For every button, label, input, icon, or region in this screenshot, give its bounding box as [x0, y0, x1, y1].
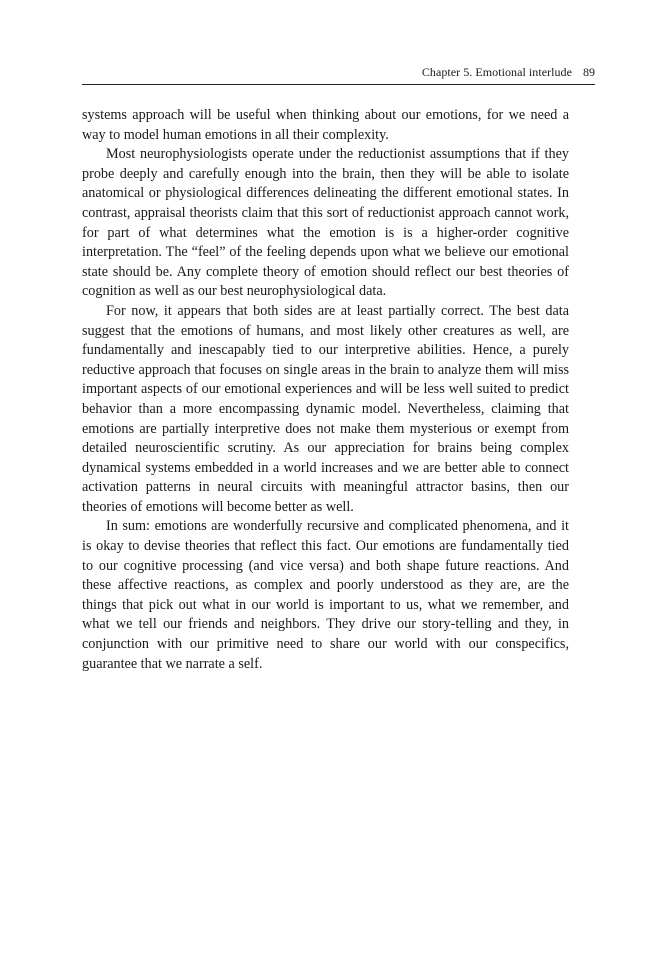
running-head	[82, 64, 595, 82]
paragraph-2: Most neurophysiologists operate under the reductionist assumptions that if they probe deeply and carefully enough into the brain, then they will be able to isolate anatomical or physiological differences delineating the different emotional states. In contrast, appraisal theorists claim that this sort of reductionist approach cannot work, for part of what determines what the emotion is is a higher-order cognitive interpretation. The “feel” of the feeling depends upon what we believe our emotional state should be. Any complete theory of emotion should reflect our best theories of cognition as well as our best neurophysiological data.	[82, 146, 569, 300]
chapter-title: Chapter 5. Emotional interlude	[421, 65, 572, 79]
paragraph-1: systems approach will be useful when thinking about our emotions, for we need a way to model human emotions in all their complexity.	[82, 107, 569, 143]
page-number: 89	[583, 65, 595, 79]
paragraph-4: In sum: emotions are wonderfully recursive and complicated phenomena, and it is okay to devise theories that reflect this fact. Our emotions are fundamentally tied to our cognitive processing (and vice versa) and both shape future reactions. And these affective reactions, as complex and poorly understood as they are, are the things that pick out what in our world is important to us, what we remember, and what we tell our friends and neighbors. They drive our story-telling and they, in conjunction with our primitive need to share our world with our conspecifics, guarantee that we narrate a self.	[82, 518, 569, 672]
paragraph-3: For now, it appears that both sides are at least partially correct. The best data suggest that the emotions of humans, and most likely other creatures as well, are fundamentally and inescapably tied to our interpretive abilities. Hence, a purely reductive approach that focuses on single areas in the brain to analyze them will miss important aspects of our emotional experiences and will be less well suited to predict behavior than a more encompassing dynamic model. Nevertheless, claiming that emotions are partially interpretive does not make them mysterious or exempt from detailed neuroscientific scrutiny. As our appreciation for brains being complex dynamical systems embedded in a world increases and we are better able to connect activation patterns in neural circuits with meaningful attractor basins, then our theories of emotions will become better as well.	[82, 302, 569, 515]
body-text	[82, 106, 569, 674]
header-rule	[82, 84, 595, 85]
